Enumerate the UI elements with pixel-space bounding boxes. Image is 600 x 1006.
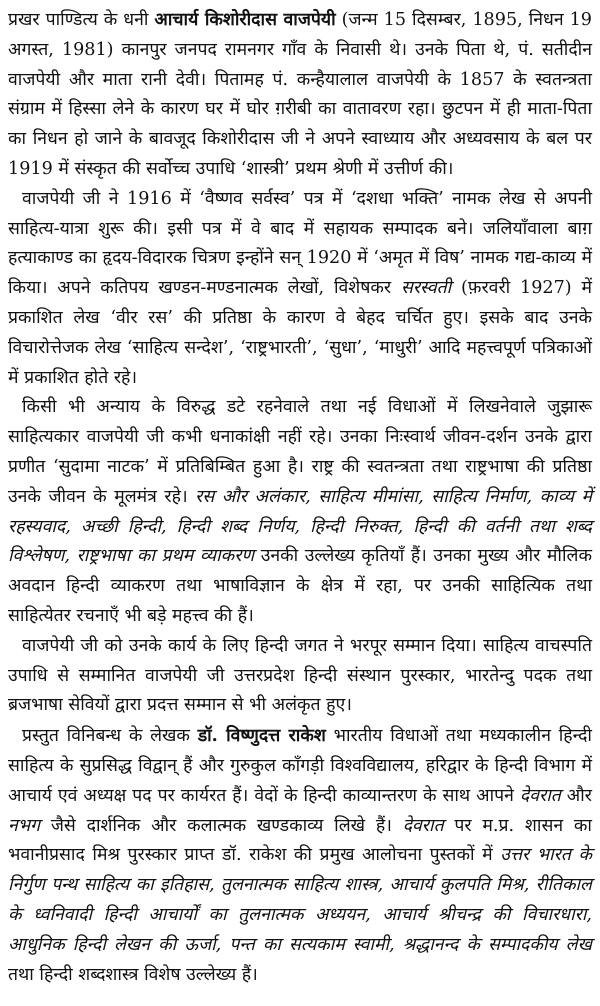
text-run: (जन्म 15 दिसम्बर, 1895, निधन 19 अगस्त, 1981) कानपुर जनपद रामनगर गाँव के निवासी थे। उनके पिता थे, पं. सतीदीन वाजपेयी और माता रानी देवी। पितामह पं. कन्हैयालाल वाजपेयी के 1857 के स्वतन्त्रता संग्राम में हिस्सा लेने के कारण घर में घोर ग़रीबी का वातावरण रहा। छुटपन में ही माता-पिता का निधन हो जाने के बावजूद किशोरीदास जी ने अपने स्वाध्याय और अध्यवसाय के बल पर 1919 में संस्कृत की सर्वोच्च उपाधि ‘शास्त्री’ प्रथम श्रेणी में उत्तीर्ण की।: [8, 10, 592, 179]
text-run: भारतीय विधाओं तथा मध्यकालीन हिन्दी साहित्य के सुप्रसिद्ध विद्वान् हैं और गुरुकुल काँगड़ी विश्वविद्यालय, हरिद्वार के हिन्दी विभाग में आचार्य एवं अध्यक्ष पद पर कार्यरत हैं। वेदों के हिन्दी काव्यान्तरण के साथ आपने: [8, 726, 592, 806]
paragraph-4: [8, 632, 592, 721]
paragraph-2: [8, 185, 592, 394]
text-run: और: [560, 785, 592, 806]
italic-title: सरस्वती: [400, 278, 452, 299]
bold-name: डॉ. विष्णुदत्त राकेश: [197, 725, 326, 747]
text-run: वाजपेयी जी ने 1916 में ‘वैष्णव सर्वस्व’ पत्र में ‘दशधा भक्ति’ नामक लेख से अपनी साहित्य-यात्रा शुरू की। इसी पत्र में वे बाद में सहायक सम्पादक बने। जलियाँवाला बाग़ हत्याकाण्ड का हृदय-विदारक चित्रण इन्होंने सन् 1920 में ‘अमृत में विष’ नामक गद्य-काव्य में किया। अपने कतिपय खण्डन-मण्डनात्मक लेखों, विशेषकर: [8, 188, 592, 299]
italic-title: रस और अलंकार, साहित्य मीमांसा, साहित्य निर्माण, काव्य में रहस्यवाद, अच्छी हिन्दी, हिन्दी शब्द निर्णय, हिन्दी निरुक्त, हिन्दी की वर्तनी तथा शब्द विश्लेषण, राष्ट्रभाषा का प्रथम व्याकरण: [8, 486, 592, 567]
text-run: प्रखर पाण्डित्य के धनी: [8, 10, 155, 30]
text-run: प्रस्तुत विनिबन्ध के लेखक: [22, 726, 198, 747]
text-run: जैसे दार्शनिक और कलात्मक खण्डकाव्य लिखे हैं।: [40, 815, 403, 836]
text-run: पर म.प्र. शासन का भवानीप्रसाद मिश्र पुरस्कार प्राप्त डॉ. राकेश की प्रमुख आलोचना पुस्तकों में: [8, 815, 592, 866]
paragraph-5: [8, 721, 592, 990]
text-run: वाजपेयी जी को उनके कार्य के लिए हिन्दी जगत ने भरपूर सम्मान दिया। साहित्य वाचस्पति उपाधि से सम्मानित वाजपेयी जी उत्तरप्रदेश हिन्दी संस्थान पुरस्कार, भारतेन्दु पदक तथा ब्रजभाषा सेवियों द्वारा प्रदत्त सम्मान से भी अलंकृत हुए।: [8, 635, 592, 716]
paragraph-3: [8, 393, 592, 631]
bold-name: आचार्य किशोरीदास वाजपेयी: [154, 9, 336, 30]
text-run: तथा हिन्दी शब्दशास्त्र विशेष उल्लेख्य हैं।: [8, 964, 258, 985]
text-run: किसी भी अन्याय के विरुद्ध डटे रहनेवाले तथा नई विधाओं में लिखनेवाले जुझारू साहित्यकार वाजपेयी जी कभी धनाकांक्षी नहीं रहे। उनका निःस्वार्थ जीवन-दर्शन उनके द्वारा प्रणीत ‘सुदामा नाटक’ में प्रतिबिम्बित हुआ है। राष्ट्र की स्वतन्त्रता तथा राष्ट्रभाषा की प्रतिष्ठा उनके जीवन के मूलमंत्र रहे।: [8, 397, 592, 507]
italic-title: नभग: [8, 815, 41, 836]
italic-title: देवरात: [519, 785, 561, 806]
text-run: उनकी उल्लेख्य कृतियाँ हैं। उनका मुख्य और मौलिक अवदान हिन्दी व्याकरण तथा भाषाविज्ञान के क्षेत्र में रहा, पर उनकी साहित्यिक तथा साहित्येतर रचनाएँ भी बड़े महत्त्व की हैं।: [8, 546, 592, 626]
italic-title: उत्तर भारत के निर्गुण पन्थ साहित्य का इतिहास, तुलनात्मक साहित्य शास्त्र, आचार्य कुलपति मिश्र, रीतिकाल के ध्वनिवादी हिन्दी आचार्यों का तुलनात्मक अध्ययन, आचार्य श्रीचन्द्र की विचारधारा, आधुनिक हिन्दी लेखन की ऊर्जा, पन्त का सत्यकाम स्वामी, श्रद्धानन्द के सम्पादकीय लेख: [8, 845, 592, 955]
italic-title: देवरात: [402, 815, 444, 836]
text-run: (फ़रवरी 1927) में प्रकाशित लेख ‘वीर रस’ की प्रतिष्ठा के कारण वे बेहद चर्चित हुए। इसके बाद उनके विचारोत्तेजक लेख ‘साहित्य सन्देश’, ‘राष्ट्रभारती’, ‘सुधा’, ‘माधुरी’ आदि महत्त्वपूर्ण पत्रिकाओं में प्रकाशित होते रहे।: [8, 278, 592, 388]
paragraph-1: [8, 5, 592, 185]
